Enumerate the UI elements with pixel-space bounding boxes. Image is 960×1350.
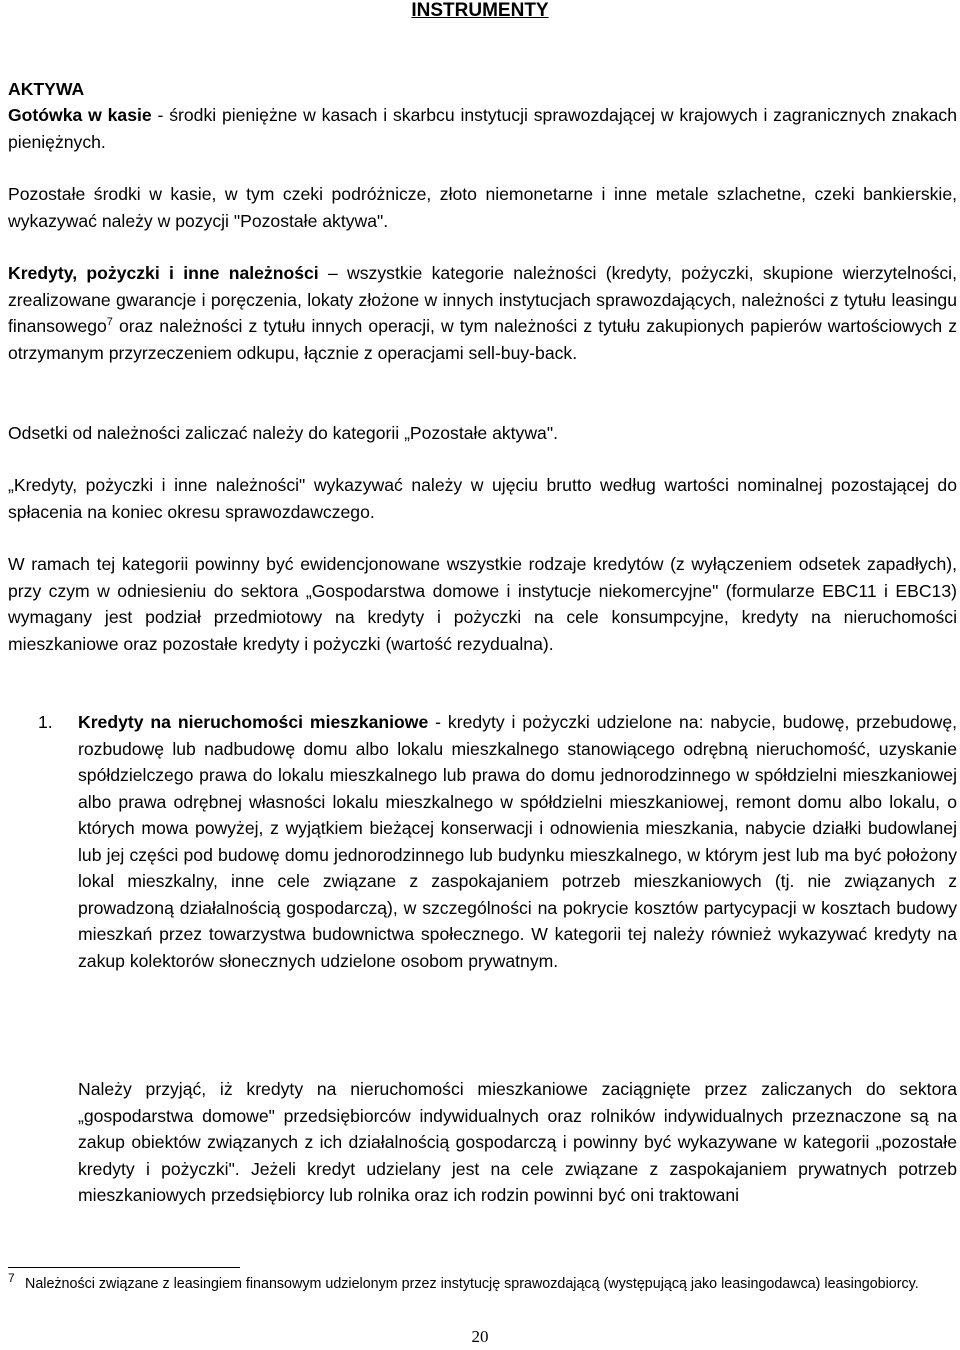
list-item-residential-loans <box>78 709 957 974</box>
list-item-number: 1. <box>38 712 53 732</box>
footnote-text: Należności związane z leasingiem finansowym udzielonym przez instytucję sprawozdającą (występującą jako leasingodawca) leasingobiorcy. <box>25 1276 919 1292</box>
paragraph-other-cash: Pozostałe środki w kasie, w tym czeki podróżnicze, złoto niemonetarne i inne metale szlachetne, czeki bankierskie, wykazywać należy w pozycji "Pozostałe aktywa". <box>8 184 957 231</box>
page-number: 20 <box>471 1327 489 1346</box>
footnote <box>8 1271 957 1294</box>
term-residential-loans: Kredyty na nieruchomości mieszkaniowe <box>78 712 429 732</box>
paragraph-loans-text-a: – wszystkie kategorie należności (kredyty, pożyczki, skupione wierzytelności, zrealizowane gwarancje i poręczenia, lokaty złożone w innych instytucjach sprawozdających, należności z tytułu leasingu finansowego <box>8 263 957 336</box>
paragraph-interest: Odsetki od należności zaliczać należy do kategorii „Pozostałe aktywa". <box>8 423 558 443</box>
section-heading: AKTYWA <box>8 79 85 99</box>
footnote-divider <box>8 1267 240 1268</box>
paragraph-categories: W ramach tej kategorii powinny być ewidencjonowane wszystkie rodzaje kredytów (z wyłączeniem odsetek zapadłych), przy czym w odniesieniu do sektora „Gospodarstwa domowe i instytucje niekomercyjne" (formularze EBC11 i EBC13) wymagany jest podział przedmiotowy na kredyty i pożyczki na cele konsumpcyjne, kredyty na nieruchomości mieszkaniowe oraz pozostałe kredyty i pożyczki (wartość rezydualna). <box>8 554 957 654</box>
footnote-mark: 7 <box>8 1271 15 1285</box>
paragraph-gross-value: „Kredyty, pożyczki i inne należności" wykazywać należy w ujęciu brutto według wartości nominalnej pozostającej do spłacenia na koniec okresu sprawozdawczego. <box>8 475 957 522</box>
footnote-reference[interactable]: 7 <box>106 316 113 328</box>
paragraph-cash <box>8 102 957 155</box>
list-item-residential-loans-text: - kredyty i pożyczki udzielone na: nabycie, budowę, przebudowę, rozbudowę lub nadbudowę domu albo lokalu mieszkalnego stanowiącego odrębną nieruchomość, uzyskanie spółdzielczego prawa do lokalu mieszkalnego lub prawa do domu jednorodzinnego w spółdzielni mieszkaniowej albo prawa odrębnej własności lokalu mieszkalnego w spółdzielni mieszkaniowej, remont domu albo lokalu, o których mowa powyżej, z wyjątkiem bieżącej konserwacji i odnowienia mieszkania, nabycie działki budowlanej lub jej części pod budowę domu jednorodzinnego lub budynku mieszkalnego, w którym jest lub ma być położony lokal mieszkalny, inne cele związane z zaspokajaniem potrzeb mieszkaniowych (tj. nie związanych z prowadzoną działalnością gospodarczą), w szczególności na pokrycie kosztów partycypacji w kosztach budowy mieszkań przez towarzystwa budownictwa społecznego. W kategorii tej należy również wykazywać kredyty na zakup kolektorów słonecznych udzielone osobom prywatnym. <box>78 712 957 971</box>
document-title: INSTRUMENTY <box>411 0 549 21</box>
list-item-residential-loans-note: Należy przyjąć, iż kredyty na nieruchomości mieszkaniowe zaciągnięte przez zaliczanych do sektora „gospodarstwa domowe" przedsiębiorców indywidualnych oraz rolników indywidualnych przeznaczone są na zakup obiektów związanych z ich działalnością gospodarczą i powinny być wykazywane w kategorii „pozostałe kredyty i pożyczki". Jeżeli kredyt udzielany jest na cele związane z zaspokajaniem prywatnych potrzeb mieszkaniowych przedsiębiorcy lub rolnika oraz ich rodzin powinni być oni traktowani <box>78 1079 957 1205</box>
term-loans: Kredyty, pożyczki i inne należności <box>8 263 319 283</box>
term-cash: Gotówka w kasie <box>8 105 152 125</box>
paragraph-cash-text: - środki pieniężne w kasach i skarbcu instytucji sprawozdającej w krajowych i zagranicznych znakach pieniężnych. <box>8 105 958 152</box>
paragraph-loans-text-b: oraz należności z tytułu innych operacji, w tym należności z tytułu zakupionych papierów wartościowych z otrzymanym przyrzeczeniem odkupu, łącznie z operacjami sell-buy-back. <box>8 316 957 363</box>
paragraph-loans <box>8 260 957 366</box>
